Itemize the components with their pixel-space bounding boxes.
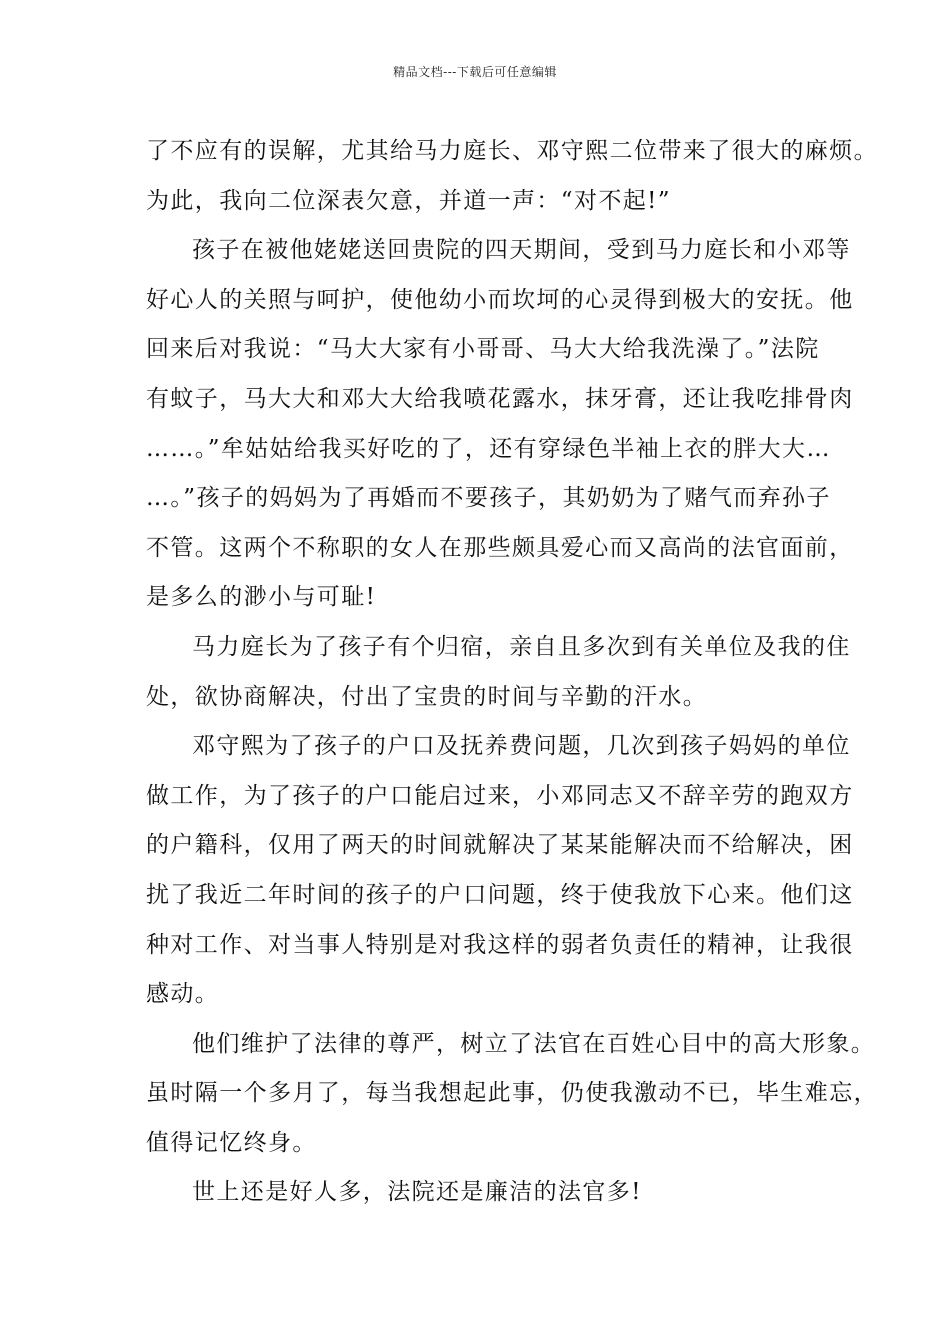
text-line: 他们维护了法律的尊严，树立了法官在百姓心目中的高大形象。 [192,1030,876,1057]
text-line: 孩子在被他姥姥送回贵院的四天期间，受到马力庭长和小邓等 [192,237,851,264]
text-line: 世上还是好人多，法院还是廉洁的法官多! [192,1179,642,1206]
text-line: 马力庭长为了孩子有个归宿，亲自且多次到有关单位及我的住 [192,633,851,660]
document-body [146,127,878,1218]
text-line: 好心人的关照与呵护，使他幼小而坎坷的心灵得到极大的安抚。他 [146,286,854,313]
text-line: 做工作，为了孩子的户口能启过来，小邓同志又不辞辛劳的跑双方 [146,782,854,809]
text-line: 是多么的渺小与可耻! [146,584,377,611]
text-line: 回来后对我说：“马大大家有小哥哥、马大大给我洗澡了。”法院 [146,336,820,363]
text-line: 了不应有的误解，尤其给马力庭长、邓守熙二位带来了很大的麻烦。 [146,138,878,164]
text-line: 扰了我近二年时间的孩子的户口问题，终于使我放下心来。他们这 [146,881,854,908]
text-line: 种对工作、对当事人特别是对我这样的弱者负责任的精神，让我很 [146,931,854,958]
text-line: 值得记忆终身。 [146,1129,317,1156]
text-line: 虽时隔一个多月了，每当我想起此事，仍使我激动不已，毕生难忘， [146,1080,878,1107]
text-line: 不管。这两个不称职的女人在那些颇具爱心而又高尚的法官面前， [146,534,854,561]
text-line: 感动。 [146,981,220,1008]
page-header: 精品文档---下载后可任意编辑 [393,65,557,79]
text-line: ……。”牟姑姑给我买好吃的了，还有穿绿色半袖上衣的胖大大… [146,435,831,462]
text-line: 的户籍科，仅用了两天的时间就解决了某某能解决而不给解决，困 [146,832,854,859]
text-line: 为此，我向二位深表欠意，并道一声：“对不起!” [146,187,671,214]
text-line: …。”孩子的妈妈为了再婚而不要孩子，其奶奶为了赌气而弃孙子 [146,485,831,512]
text-line: 有蚊子，马大大和邓大大给我喷花露水，抹牙膏，还让我吃排骨肉 [146,385,854,412]
text-line: 处，欲协商解决，付出了宝贵的时间与辛勤的汗水。 [146,683,708,710]
text-line: 邓守熙为了孩子的户口及抚养费问题，几次到孩子妈妈的单位 [192,733,851,760]
